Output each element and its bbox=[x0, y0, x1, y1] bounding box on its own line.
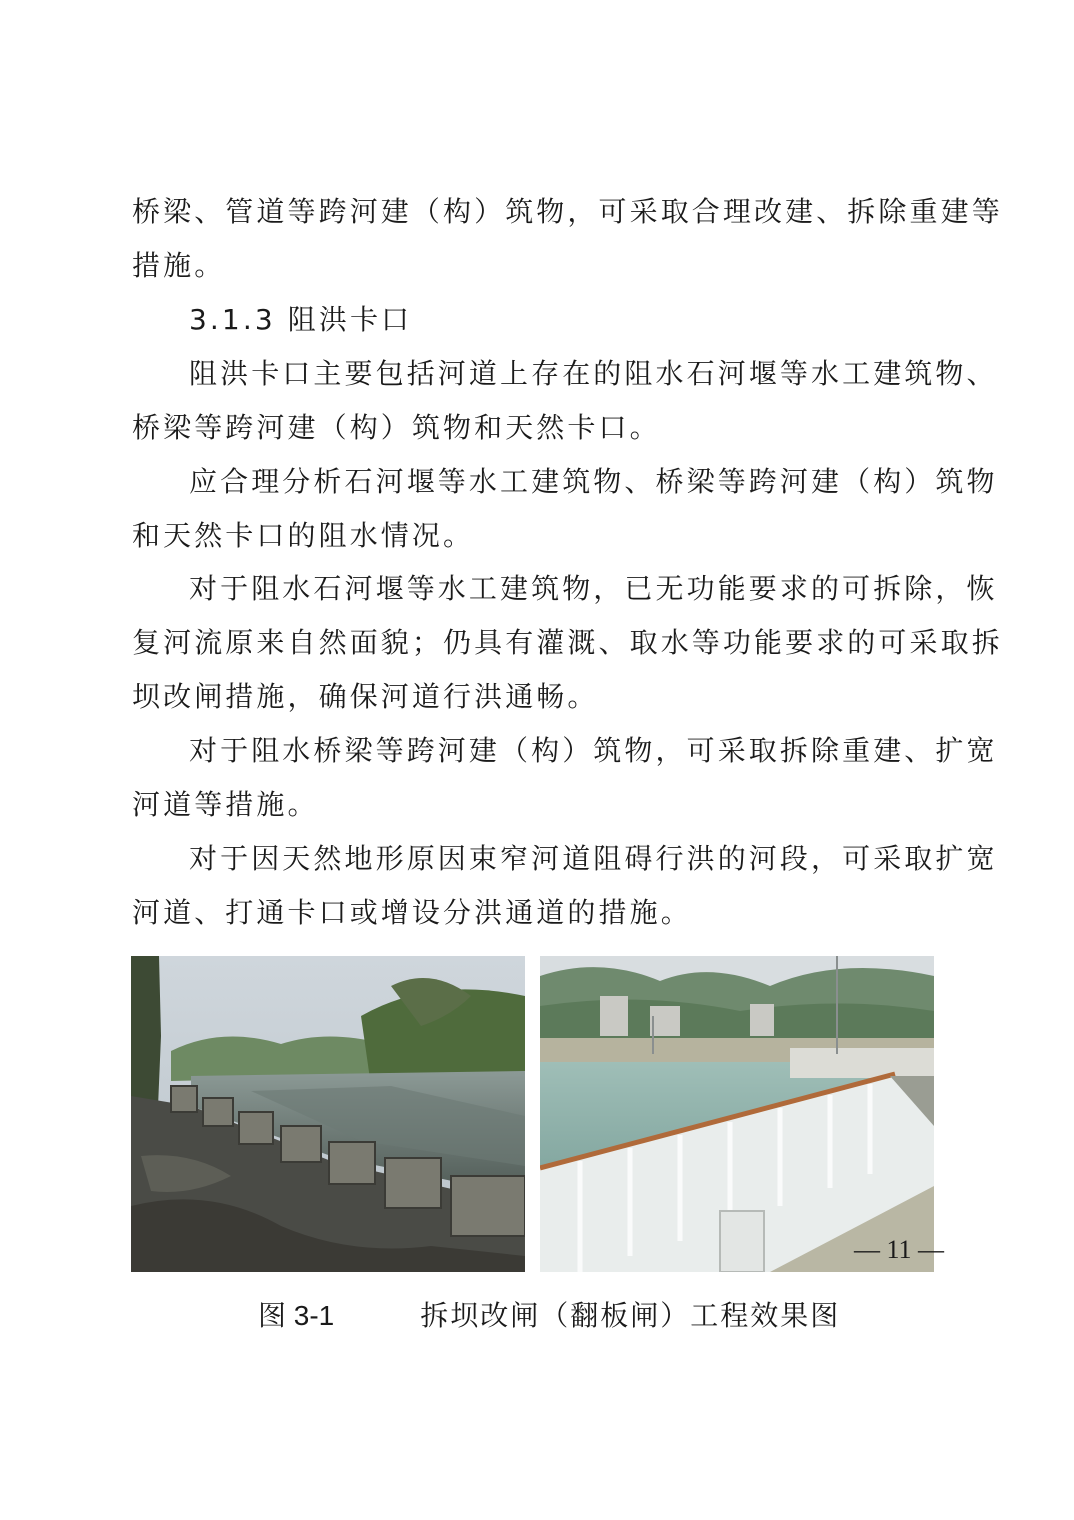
page-number: — 11 — bbox=[853, 1235, 944, 1264]
photo-flap-gate bbox=[540, 956, 934, 1272]
paragraph-line: 复河流原来自然面貌；仍具有灌溉、取水等功能要求的可采取拆 bbox=[132, 626, 1003, 659]
figure-number: 图 3-1 bbox=[258, 1300, 335, 1331]
paragraph-line: 桥梁、管道等跨河建（构）筑物，可采取合理改建、拆除重建等 bbox=[132, 195, 1003, 228]
paragraph-line: 河道等措施。 bbox=[132, 788, 319, 821]
photo-stone-weir bbox=[131, 956, 525, 1272]
paragraph-line: 对于阻水桥梁等跨河建（构）筑物，可采取拆除重建、扩宽 bbox=[189, 734, 998, 767]
figure-caption bbox=[258, 1296, 840, 1336]
paragraph-line: 坝改闸措施，确保河道行洪通畅。 bbox=[132, 680, 599, 713]
paragraph-line: 对于阻水石河堰等水工建筑物，已无功能要求的可拆除，恢 bbox=[189, 572, 998, 605]
paragraph-line: 和天然卡口的阻水情况。 bbox=[132, 519, 475, 552]
paragraph-line: 河道、打通卡口或增设分洪通道的措施。 bbox=[132, 896, 692, 929]
paragraph-line: 措施。 bbox=[132, 249, 226, 282]
paragraph-line: 应合理分析石河堰等水工建筑物、桥梁等跨河建（构）筑物 bbox=[189, 465, 998, 498]
figure-title: 拆坝改闸（翻板闸）工程效果图 bbox=[420, 1299, 841, 1332]
paragraph-line: 对于因天然地形原因束窄河道阻碍行洪的河段，可采取扩宽 bbox=[189, 842, 998, 875]
paragraph-line: 桥梁等跨河建（构）筑物和天然卡口。 bbox=[132, 411, 661, 444]
paragraph-line: 阻洪卡口主要包括河道上存在的阻水石河堰等水工建筑物、 bbox=[189, 357, 998, 390]
section-heading: 3.1.3 阻洪卡口 bbox=[189, 303, 413, 336]
